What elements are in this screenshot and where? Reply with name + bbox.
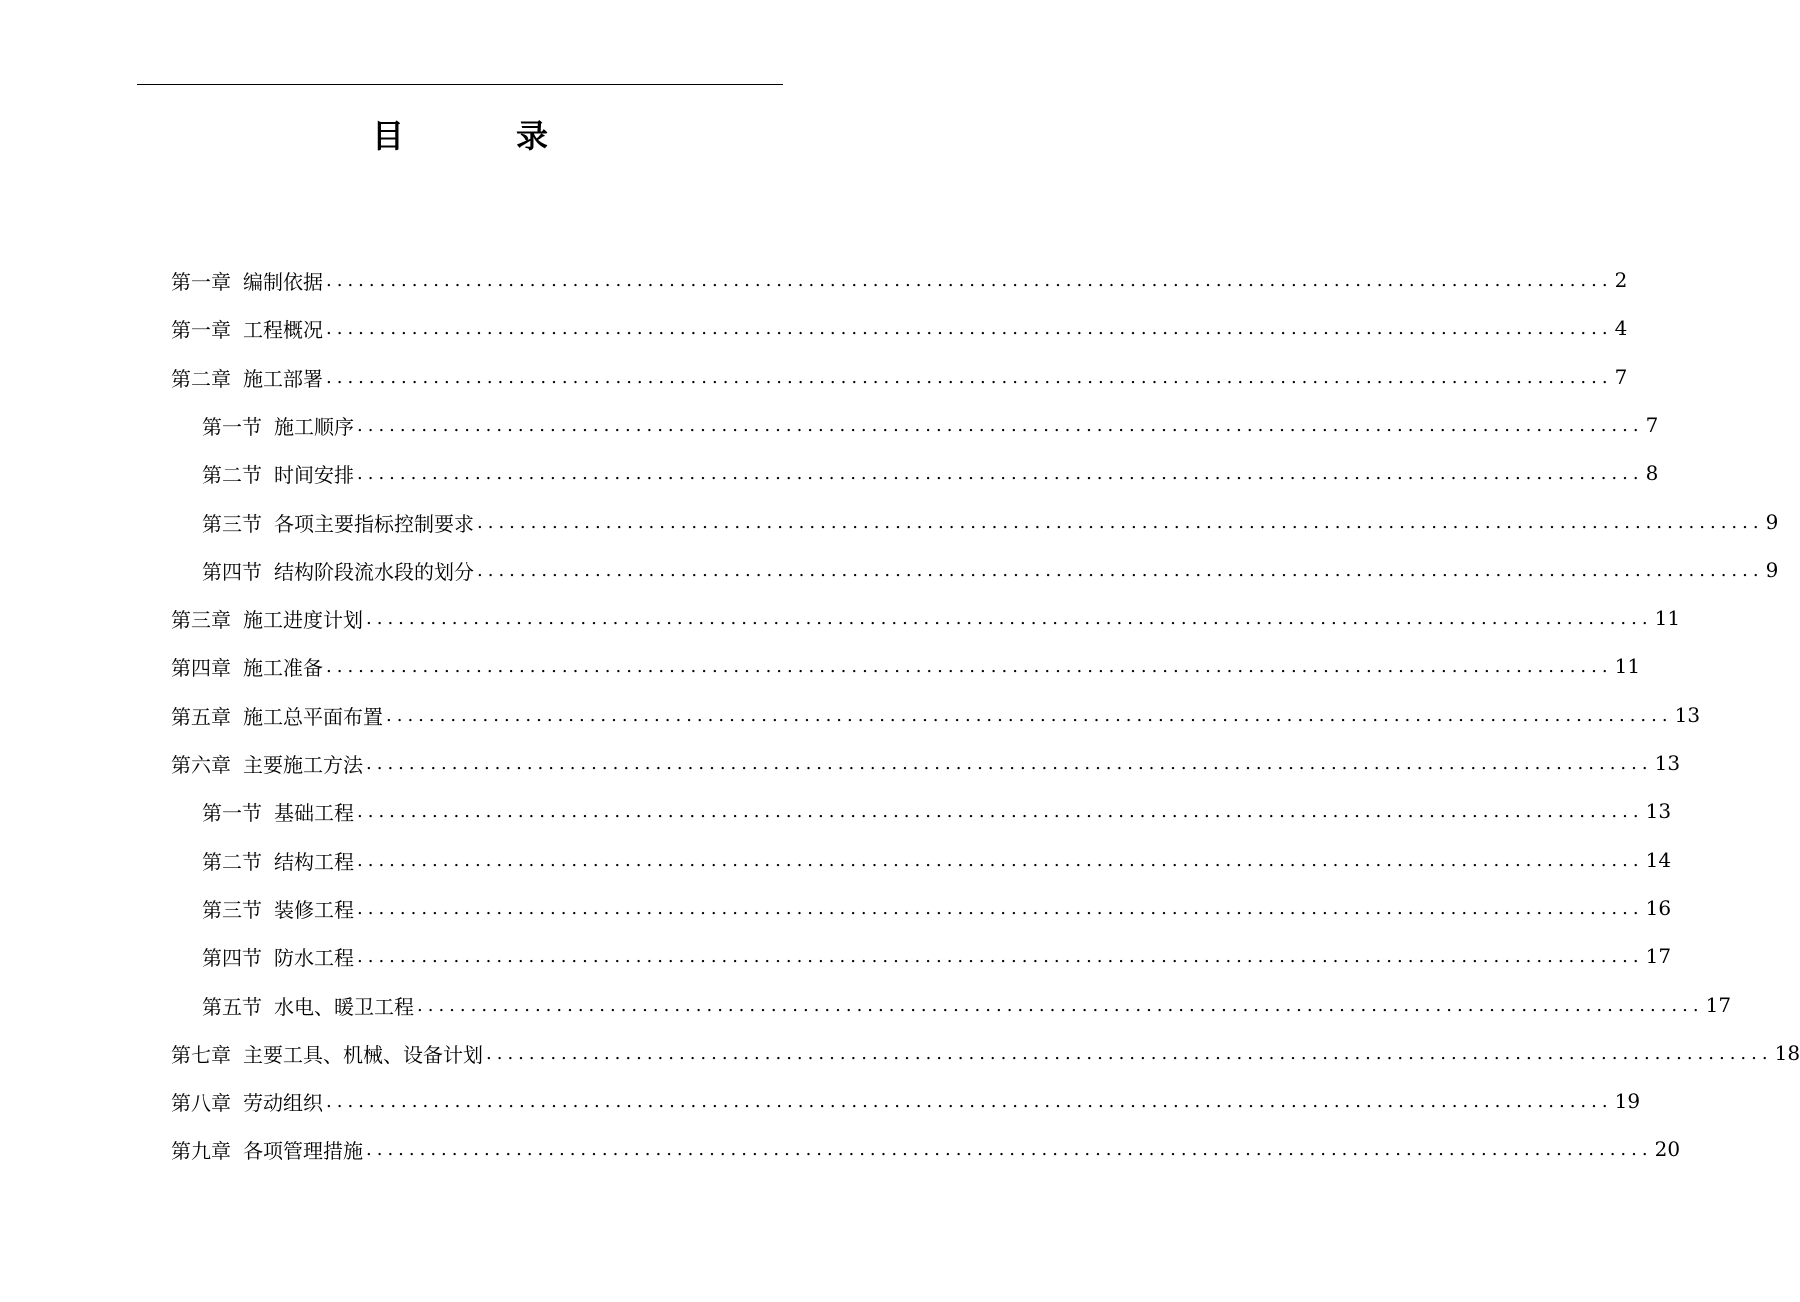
toc-entry-label xyxy=(202,797,354,826)
toc-page-number: 13 xyxy=(1645,799,1672,823)
toc-page-number: 14 xyxy=(1645,848,1672,872)
toc-page-number: 7 xyxy=(1645,413,1659,437)
toc-entry-title: 主要工具、机械、设备计划 xyxy=(243,1042,483,1067)
toc-entry-title: 劳动组织 xyxy=(243,1090,323,1115)
toc-entry-number: 第五节 xyxy=(202,994,262,1019)
toc-entry-number: 第一节 xyxy=(202,414,262,439)
toc-entry-title: 工程概况 xyxy=(243,317,323,342)
toc-page-number: 18 xyxy=(1774,1041,1800,1065)
toc-entry-number: 第九章 xyxy=(171,1138,231,1163)
toc-entry-title: 编制依据 xyxy=(243,269,323,294)
toc-dot-leader: ........................................................................................................................ xyxy=(357,463,1644,484)
toc-entry-number: 第四节 xyxy=(202,945,262,970)
toc-dot-leader: ........................................................................................................................ xyxy=(357,801,1644,822)
toc-entry-title: 基础工程 xyxy=(274,800,354,825)
toc-dot-leader: ........................................................................................................................ xyxy=(326,318,1613,339)
toc-entry-number: 第五章 xyxy=(171,704,231,729)
toc-dot-leader: ........................................................................................................................ xyxy=(326,367,1613,388)
toc-dot-leader: ........................................................................................................................ xyxy=(366,1139,1653,1160)
toc-page-number: 9 xyxy=(1765,510,1779,534)
toc-entry-number: 第二节 xyxy=(202,462,262,487)
toc-entry[interactable] xyxy=(202,838,1672,882)
toc-entry-label xyxy=(202,459,354,488)
toc-page-number: 16 xyxy=(1645,896,1672,920)
toc-entry-label xyxy=(202,411,354,440)
header-rule xyxy=(137,84,783,85)
toc-entry[interactable] xyxy=(171,596,1681,640)
toc-entry-number: 第六章 xyxy=(171,752,231,777)
toc-entry-number: 第一章 xyxy=(171,269,231,294)
toc-entry-label xyxy=(171,363,323,392)
toc-entry-label xyxy=(171,749,363,778)
toc-entry-label xyxy=(202,991,414,1020)
toc-entry-label xyxy=(202,894,354,923)
toc-entry-title: 施工总平面布置 xyxy=(243,704,383,729)
toc-entry-title: 结构阶段流水段的划分 xyxy=(274,559,474,584)
toc-entry-number: 第一节 xyxy=(202,800,262,825)
toc-page-number: 4 xyxy=(1614,316,1628,340)
toc-dot-leader: ........................................................................................................................ xyxy=(357,415,1644,436)
toc-entry-label xyxy=(171,701,383,730)
toc-dot-leader: ........................................................................................................................ xyxy=(386,705,1673,726)
toc-dot-leader: ........................................................................................................................ xyxy=(366,608,1653,629)
toc-entry[interactable] xyxy=(202,500,1779,544)
toc-entry-label xyxy=(202,556,474,585)
toc-entry[interactable] xyxy=(202,886,1672,930)
toc-entry[interactable] xyxy=(202,934,1672,978)
toc-page-number: 17 xyxy=(1705,993,1732,1017)
toc-entry-title: 时间安排 xyxy=(274,462,354,487)
toc-entry-title: 施工进度计划 xyxy=(243,607,363,632)
toc-page-number: 13 xyxy=(1654,751,1681,775)
toc-entry-label xyxy=(202,942,354,971)
toc-entry-label xyxy=(171,314,323,343)
toc-entry-label xyxy=(171,266,323,295)
toc-entry[interactable] xyxy=(202,403,1659,447)
toc-entry-label xyxy=(171,1087,323,1116)
toc-entry-title: 施工部署 xyxy=(243,366,323,391)
toc-entry-title: 防水工程 xyxy=(274,945,354,970)
toc-dot-leader: ........................................................................................................................ xyxy=(417,995,1704,1016)
toc-entry-number: 第三章 xyxy=(171,607,231,632)
toc-dot-leader: ........................................................................................................................ xyxy=(486,1043,1773,1064)
toc-page-number: 11 xyxy=(1654,606,1681,630)
toc-entry-number: 第八章 xyxy=(171,1090,231,1115)
toc-entry-number: 第三节 xyxy=(202,897,262,922)
toc-entry[interactable] xyxy=(202,983,1732,1027)
toc-entry[interactable] xyxy=(202,548,1779,592)
toc-page-number: 2 xyxy=(1614,268,1628,292)
toc-entry[interactable] xyxy=(202,451,1659,495)
toc-entry-number: 第四节 xyxy=(202,559,262,584)
toc-entry[interactable] xyxy=(171,644,1641,688)
toc-entry[interactable] xyxy=(202,789,1672,833)
toc-entry[interactable] xyxy=(171,1079,1641,1123)
toc-dot-leader: ........................................................................................................................ xyxy=(357,946,1644,967)
toc-page-number: 8 xyxy=(1645,461,1659,485)
toc-dot-leader: ........................................................................................................................ xyxy=(477,560,1764,581)
toc-entry-label xyxy=(171,1039,483,1068)
toc-entry-label xyxy=(171,1135,363,1164)
toc-entry[interactable] xyxy=(171,258,1628,302)
toc-entry[interactable] xyxy=(171,355,1628,399)
toc-dot-leader: ........................................................................................................................ xyxy=(357,850,1644,871)
toc-page-number: 11 xyxy=(1614,654,1641,678)
toc-entry-label xyxy=(171,604,363,633)
toc-entry-number: 第四章 xyxy=(171,655,231,680)
toc-entry[interactable] xyxy=(171,306,1628,350)
toc-entry[interactable] xyxy=(171,1127,1681,1171)
toc-entry-number: 第二节 xyxy=(202,849,262,874)
toc-dot-leader: ........................................................................................................................ xyxy=(326,1091,1613,1112)
toc-entry[interactable] xyxy=(171,693,1701,737)
toc-dot-leader: ........................................................................................................................ xyxy=(366,753,1653,774)
toc-dot-leader: ........................................................................................................................ xyxy=(477,512,1764,533)
toc-entry-title: 结构工程 xyxy=(274,849,354,874)
toc-entry-title: 各项管理措施 xyxy=(243,1138,363,1163)
toc-entry-number: 第一章 xyxy=(171,317,231,342)
toc-entry-label xyxy=(202,508,474,537)
toc-page-number: 7 xyxy=(1614,365,1628,389)
toc-dot-leader: ........................................................................................................................ xyxy=(357,898,1644,919)
toc-dot-leader: ........................................................................................................................ xyxy=(326,270,1613,291)
toc-entry-number: 第七章 xyxy=(171,1042,231,1067)
toc-page-number: 17 xyxy=(1645,944,1672,968)
toc-entry-title: 水电、暖卫工程 xyxy=(274,994,414,1019)
toc-entry-title: 各项主要指标控制要求 xyxy=(274,511,474,536)
toc-entry-title: 施工顺序 xyxy=(274,414,354,439)
toc-entry-title: 装修工程 xyxy=(274,897,354,922)
toc-page-number: 9 xyxy=(1765,558,1779,582)
toc-entry-number: 第二章 xyxy=(171,366,231,391)
toc-entry[interactable] xyxy=(171,1031,1800,1075)
toc-page-number: 20 xyxy=(1654,1137,1681,1161)
toc-entry-title: 施工准备 xyxy=(243,655,323,680)
toc-entry-number: 第三节 xyxy=(202,511,262,536)
toc-page-number: 19 xyxy=(1614,1089,1641,1113)
toc-entry-title: 主要施工方法 xyxy=(243,752,363,777)
toc-dot-leader: ........................................................................................................................ xyxy=(326,656,1613,677)
page-title: 目 录 xyxy=(371,117,588,155)
toc-entry-label xyxy=(202,846,354,875)
toc-entry[interactable] xyxy=(171,741,1681,785)
toc-page-number: 13 xyxy=(1674,703,1701,727)
toc-entry-label xyxy=(171,652,323,681)
